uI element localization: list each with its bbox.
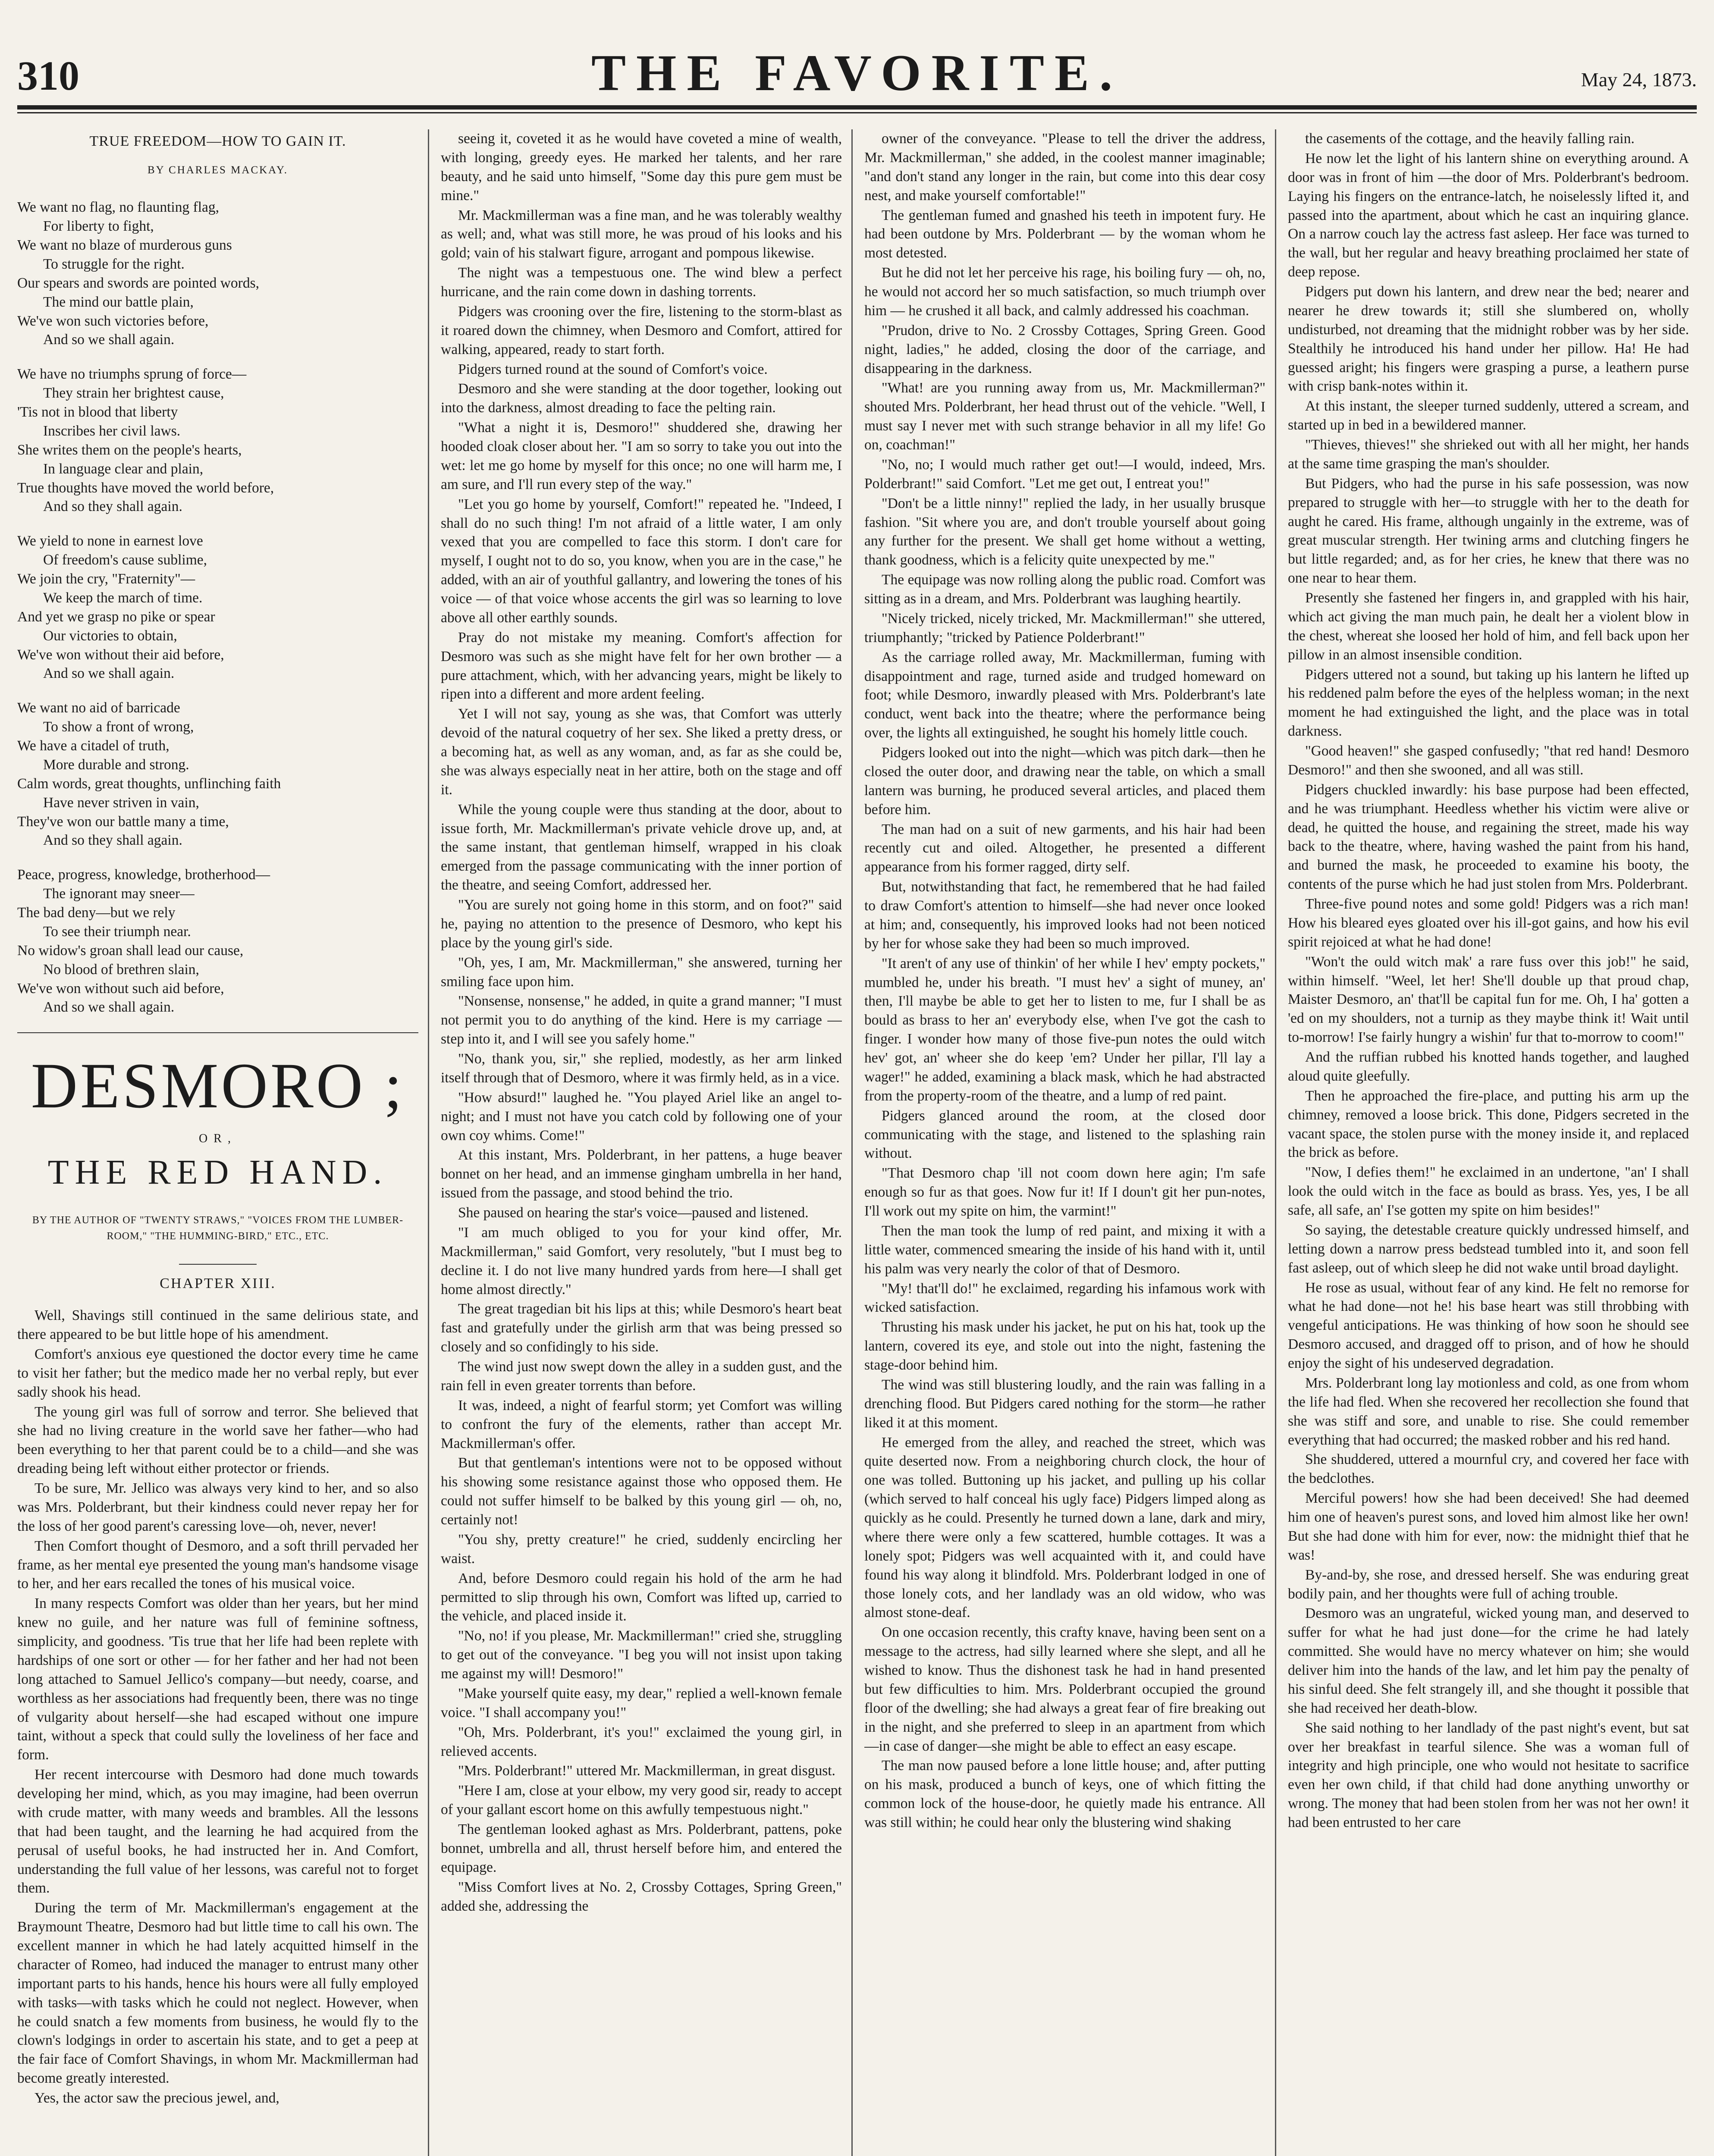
paragraph: Pidgers turned round at the sound of Comfort's voice. <box>458 361 768 377</box>
paragraph: The man now paused before a lone little house; and, after putting on his mask, produced a bunch of keys, one of which fitting the common lock of the house-door, he quietly made his entrance. All was still within; he could hear only the blustering wind shaking <box>864 1758 1265 1830</box>
paragraph: The gentleman looked aghast as Mrs. Polderbrant, pattens, poke bonnet, umbrella and all, thrust herself before him, and entered the equipage. <box>441 1821 842 1875</box>
poem-line: For liberty to fight, <box>43 218 154 235</box>
paragraph: "You shy, pretty creature!" he cried, suddenly encircling her waist. <box>441 1531 842 1567</box>
poem-line: And so they shall again. <box>43 498 182 515</box>
poem-line: To struggle for the right. <box>43 256 185 272</box>
paragraph: "I am much obliged to you for your kind offer, Mr. Mackmillerman," said Gomfort, very resolutely, "but I must beg to decline it. I do not live many hundred yards from here—I shall get home almost directly." <box>441 1224 842 1297</box>
paragraph: By-and-by, she rose, and dressed herself. She was enduring great bodily pain, and her thoughts were full of aching trouble. <box>1288 1567 1689 1602</box>
poem-line: Have never striven in vain, <box>43 794 199 811</box>
paragraph: The man had on a suit of new garments, and his hair had been recently cut and oiled. Altogether, he presented a different appearance from his former ragged, dirty self. <box>864 821 1265 875</box>
paragraph: The night was a tempestuous one. The wind blew a perfect hurricane, and the rain come down in dashing torrents. <box>441 265 842 300</box>
paragraph: "Make yourself quite easy, my dear," replied a well-known female voice. "I shall accompany you!" <box>441 1685 842 1720</box>
paragraph: the casements of the cottage, and the heavily falling rain. <box>1305 131 1635 147</box>
poem-line: We have no triumphs sprung of force— <box>17 366 247 382</box>
header-rule <box>17 105 1697 110</box>
page-number: 310 <box>17 53 79 99</box>
column-divider <box>1275 129 1276 2156</box>
paragraph: The equipage was now rolling along the public road. Comfort was sitting as in a dream, and Mrs. Polderbrant was laughing heartily. <box>864 572 1265 607</box>
paragraph: Comfort's anxious eye questioned the doctor every time he came to visit her father; but the medico made her no verbal reply, but ever sadly shook his head. <box>17 1346 418 1400</box>
paragraph: At this instant, Mrs. Polderbrant, in her pattens, a huge beaver bonnet on her head, and an immense gingham umbrella in her hand, issued from the passage, and stood behind the trio. <box>441 1147 842 1201</box>
paragraph: "Nonsense, nonsense," he added, in quite a grand manner; "I must not permit you to do anything of the kind. Here is my carriage — step into it, and I will see you safely home." <box>441 993 842 1047</box>
paragraph: During the term of Mr. Mackmillerman's engagement at the Braymount Theatre, Desmoro had but little time to call his own. The excellent manner in which he had lately acquitted himself in the character of Romeo, had induced the manager to entrust many other important parts to his hands, hence his hours were all fully employed with tasks—with tasks which he could not neglect. However, when he could snatch a few moments from business, he would fly to the clown's lodgings in order to ascertain his state, and to get a peep at the fair face of Comfort Shavings, in whom Mr. Mackmillerman had become greatly interested. <box>17 1900 418 2087</box>
paragraph: Presently she fastened her fingers in, and grappled with his hair, which act giving the man much pain, he dealt her a violent blow in the chest, whereat she loosed her hold of him, and fell back upon her pillow in an almost insensible condition. <box>1288 590 1689 663</box>
paragraph: Pidgers was crooning over the fire, listening to the storm-blast as it roared down the chimney, when Desmoro and Comfort, attired for walking, appeared, ready to start forth. <box>441 303 842 357</box>
poem-body <box>17 198 418 1017</box>
poem-stanza <box>17 365 418 516</box>
poem-title: TRUE FREEDOM—HOW TO GAIN IT. <box>89 133 346 149</box>
paragraph: "Thieves, thieves!" she shrieked out with all her might, her hands at the same time grasping the man's shoulder. <box>1288 437 1689 472</box>
story-subtitle: THE RED HAND. <box>47 1153 388 1192</box>
poem-line: They strain her brightest cause, <box>43 385 224 401</box>
poem-line: More durable and strong. <box>43 756 189 773</box>
paragraph: Pray do not mistake my meaning. Comfort's affection for Desmoro was such as she might have felt for her own brother — a pure attachment, which, with her advancing years, might be likely to ripen into a different and more ardent feeling. <box>441 629 842 702</box>
paragraph: To be sure, Mr. Jellico was always very kind to her, and so also was Mrs. Polderbrant, but their kindness could never repay her for the loss of her good parent's caressing love—oh, never, never! <box>17 1480 418 1534</box>
paragraph: On one occasion recently, this crafty knave, having been sent on a message to the actress, had silly learned where she slept, and all he wished to know. Thus the dishonest task he had in hand presented but few difficulties to him. Mrs. Polderbrant occupied the ground floor of the dwelling; she had always a great fear of fire breaking out in the night, and she preferred to sleep in an apartment from which —in case of danger—she might be able to effect an easy escape. <box>864 1624 1265 1754</box>
paragraph: "Good heaven!" she gasped confusedly; "that red hand! Desmoro Desmoro!" and then she swooned, and all was still. <box>1288 743 1689 778</box>
poem-line: Calm words, great thoughts, unflinching faith <box>17 775 281 792</box>
paragraph: And, before Desmoro could regain his hold of the arm he had permitted to slip through his own, Comfort was lifted up, carried to the vehicle, and placed inside it. <box>441 1570 842 1624</box>
section-rule-short <box>179 1264 257 1265</box>
paragraph: The wind was still blustering loudly, and the rain was falling in a drenching flood. But Pidgers cared nothing for the storm—he rather liked it at this moment. <box>864 1376 1265 1431</box>
poem-line: To see their triumph near. <box>43 923 191 940</box>
paragraph: owner of the conveyance. "Please to tell the driver the address, Mr. Mackmillerman," she added, in the coolest manner imaginable; "and don't stand any longer in the rain, but come into this dear cosy nest, and make yourself comfortable!" <box>864 131 1265 204</box>
poem-line: Our spears and swords are pointed words, <box>17 275 259 291</box>
paragraph: Pidgers glanced around the room, at the closed door communicating with the stage, and listened to the splashing rain without. <box>864 1107 1265 1162</box>
story-byline: BY THE AUTHOR OF "TWENTY STRAWS," "VOICES FROM THE LUMBER-ROOM," "THE HUMMING-BIRD," ETC., ETC. <box>32 1215 404 1242</box>
paragraph: Pidgers put down his lantern, and drew near the bed; nearer and nearer he drew towards it; still she slumbered on, wholly undisturbed, not dreaming that the midnight robber was by her side. Stealthily he introduced his hand under her pillow. Ha! He had guessed aright; his fingers were grasping a purse, a leathern purse with crisp bank-notes within it. <box>1288 284 1689 395</box>
paragraph: In many respects Comfort was older than her years, but her mind knew no guile, and her nature was full of feminine softness, simplicity, and goodness. 'Tis true that her life had been replete with hardships of one sort or other — for her father and her had not been long attached to Samuel Jellico's company—but needy, coarse, and worthless as her associations had frequently been, there was no tinge of vulgarity about herself—she had escaped without one impure taint, without a speck that could sully the loveliness of her face and form. <box>17 1595 418 1763</box>
paragraph: And the ruffian rubbed his knotted hands together, and laughed aloud quite gleefully. <box>1288 1049 1689 1084</box>
paragraph: "No, no; I would much rather get out!—I would, indeed, Mrs. Polderbrant!" said Comfort. "Let me get out, I entreat you!" <box>864 456 1265 492</box>
paragraph: Mr. Mackmillerman was a fine man, and he was tolerably wealthy as well; and, what was still more, he was proud of his looks and his gold; vain of his stalwart figure, arrogant and pompous likewise. <box>441 207 842 261</box>
paragraph: Her recent intercourse with Desmoro had done much towards developing her mind, which, as you may imagine, had been overrun with crude matter, with many weeds and brambles. All the lessons that had been taught, and the learning he had acquired from the perusal of useful books, he had instructed her in. And Comfort, understanding the full value of her lessons, was careful not to forget them. <box>17 1767 418 1896</box>
poem-line: The mind our battle plain, <box>43 294 194 310</box>
paragraph: But that gentleman's intentions were not to be opposed without his showing some resistance against those who opposed them. He could not suffer himself to be balked by this young girl — oh, no, certainly not! <box>441 1455 842 1528</box>
poem-line: And so we shall again. <box>43 999 175 1015</box>
column-1-text <box>17 1306 418 2108</box>
poem-stanza <box>17 198 418 349</box>
poem-line: We yield to none in earnest love <box>17 533 203 549</box>
column-divider <box>851 129 853 2156</box>
paragraph: She paused on hearing the star's voice—paused and listened. <box>458 1205 809 1221</box>
poem-line: 'Tis not in blood that liberty <box>17 404 178 420</box>
column-2-text <box>441 129 842 1915</box>
paragraph: "Oh, Mrs. Polderbrant, it's you!" exclaimed the young girl, in relieved accents. <box>441 1724 842 1759</box>
paragraph: "Let you go home by yourself, Comfort!" repeated he. "Indeed, I shall do no such thing! I'm not afraid of a little water, I am only vexed that you are compelled to face this storm. I don't care for myself, I ought not to do so, you know, when you are in the case," he added, with an air of youthful gallantry, and lowering the tones of his voice — of that voice whose accents the girl was so learning to love above all other earthly sounds. <box>441 496 842 626</box>
story-or: OR, <box>199 1131 237 1145</box>
paragraph: He emerged from the alley, and reached the street, which was quite deserted now. From a neighboring church clock, the hour of one was tolled. Buttoning up his jacket, and pulling up his collar (which served to half conceal his ugly face) Pidgers limped along as quickly as he could. Presently he turned down a lane, dark and miry, where there were only a few scattered, humble cottages. It was a lonely spot; Pidgers was well acquainted with it, and could have found his way along it blindfold. Mrs. Polderbrant lodged in one of those lonely cots, and her landlady was an old widow, who was almost stone-deaf. <box>864 1434 1265 1621</box>
paragraph: While the young couple were thus standing at the door, about to issue forth, Mr. Mackmillerman's private vehicle drove up, and, at the same instant, that gentleman himself, wrapped in his cloak emerged from the passage communicating with the inner portion of the theatre, and seeing Comfort, addressed her. <box>441 801 842 893</box>
paragraph: As the carriage rolled away, Mr. Mackmillerman, fuming with disappointment and rage, turned aside and trudged homeward on foot; while Desmoro, inwardly pleased with Mrs. Polderbrant's late conduct, went back into the theatre; where the performance being over, the lights all extinguished, he sought his homely little couch. <box>864 649 1265 741</box>
paragraph: seeing it, coveted it as he would have coveted a mine of wealth, with longing, greedy eyes. He marked her talents, and her rare beauty, and he said unto himself, "Some day this pure gem must be mine." <box>441 131 842 204</box>
poem-line: They've won our battle many a time, <box>17 813 229 830</box>
paragraph: "Don't be a little ninny!" replied the lady, in her usually brusque fashion. "Sit where you are, and don't trouble yourself about going any further for the present. We shall get home without a wetting, thank goodness, which is a felicity quite unexpected by me." <box>864 495 1265 568</box>
poem-line: We want no flag, no flaunting flag, <box>17 199 220 216</box>
paragraph: It was, indeed, a night of fearful storm; yet Comfort was willing to confront the fury of the elements, rather than accept Mr. Mackmillerman's offer. <box>441 1397 842 1451</box>
poem-line: We've won such victories before, <box>17 313 209 329</box>
poem-line: We have a citadel of truth, <box>17 738 170 754</box>
paragraph: "What! are you running away from us, Mr. Mackmillerman?" shouted Mrs. Polderbrant, her head thrust out of the vehicle. "Well, I must say I never met with such strange behavior in all my life! Go on, coachman!" <box>864 380 1265 453</box>
poem-stanza <box>17 699 418 850</box>
column-4-text <box>1288 129 1689 1832</box>
poem-line: We've won without such aid before, <box>17 980 224 997</box>
header-rule-thin <box>17 112 1697 113</box>
column-4 <box>1288 129 1689 2156</box>
page-header <box>17 0 1697 110</box>
paragraph: "Now, I defies them!" he exclaimed in an undertone, "an' I shall look the ould witch in the face as bould as brass. Yes, yes, I be all safe, all safe, an' I'se gotten my spite on him besides!" <box>1288 1164 1689 1218</box>
poem-line: The bad deny—but we rely <box>17 905 176 921</box>
masthead-title: THE FAVORITE. <box>591 44 1123 101</box>
paragraph: Then the man took the lump of red paint, and mixing it with a little water, commenced smearing the inside of his hand with it, until his palm was very nearly the color of that of Desmoro. <box>864 1222 1265 1277</box>
poem-stanza <box>17 865 418 1017</box>
paragraph: "Won't the ould witch mak' a rare fuss over this job!" he said, within himself. "Weel, let her! She'll double up that proud chap, Maister Desmoro, an' that'll be capital fun for me. Oh, I ha' gotten a 'ed on my shoulders, not a turnip as they maybe think it! Wait until to-morrow! I'se fairly hungry a wishin' fur that to-morrow to coom!" <box>1288 953 1689 1046</box>
poem-line: We join the cry, "Fraternity"— <box>17 571 195 587</box>
paragraph: Desmoro and she were standing at the door together, looking out into the darkness, almost dreading to face the pelting rain. <box>441 381 842 416</box>
chapter-heading: CHAPTER XIII. <box>160 1275 276 1291</box>
paragraph: "Miss Comfort lives at No. 2, Crossby Cottages, Spring Green," added she, addressing the <box>441 1879 842 1914</box>
column-3-text <box>864 129 1265 1832</box>
poem-line: The ignorant may sneer— <box>43 886 195 902</box>
paragraph: At this instant, the sleeper turned suddenly, uttered a scream, and started up in bed in a bewildered manner. <box>1288 398 1689 433</box>
paragraph: She said nothing to her landlady of the past night's event, but sat over her breakfast in tearful silence. She was a woman full of integrity and high principle, one who would not hesitate to sacrifice even her own child, if that child had done anything unworthy or wrong. The money that had been stolen from her was not her own! it had been entrusted to her care <box>1288 1720 1689 1830</box>
paragraph: "How absurd!" laughed he. "You played Ariel like an angel to-night; and I must not have you catch cold by following one of your own coy whims. Come!" <box>441 1089 842 1144</box>
paragraph: She shuddered, uttered a mournful cry, and covered her face with the bedclothes. <box>1288 1451 1689 1487</box>
paragraph: Pidgers looked out into the night—which was pitch dark—then he closed the outer door, and drawing near the table, on which a small lantern was burning, he produced several articles, and placed them before him. <box>864 745 1265 818</box>
paragraph: He rose as usual, without fear of any kind. He felt no remorse for what he had done—not he! his base heart was still throbbing with vengeful anticipations. He was thinking of how soon he should see Desmoro accused, and dragged off to prison, and of how he should enjoy the sight of his undeserved degradation. <box>1288 1279 1689 1371</box>
paragraph: "It aren't of any use of thinkin' of her while I hev' empty pockets," mumbled he, under his breath. "I must hev' a sight of muney, an' then, I'll maybe be able to get her to listen to me, fur I shall be as bould as brass to her an' everybody else, when I've got the cash to finger. I wonder how many of those five-pun notes the ould witch hev' got, an' wheer she do keep 'em? Under her pillar, I'll lay a wager!" he added, examining a black mask, which he had abstracted from the property-room of the theatre, and a lump of red paint. <box>864 955 1265 1104</box>
paragraph: "Prudon, drive to No. 2 Crossby Cottages, Spring Green. Good night, ladies," he added, closing the door of the carriage, and disappearing in the darkness. <box>864 322 1265 376</box>
poem-line: Peace, progress, knowledge, brotherhood— <box>17 867 270 883</box>
poem-line: And yet we grasp no pike or spear <box>17 608 215 625</box>
issue-date: May 24, 1873. <box>1581 69 1697 91</box>
section-rule <box>17 1032 418 1033</box>
paragraph: But he did not let her perceive his rage, his boiling fury — oh, no, he would not accord her so much satisfaction, so much triumph over him — he crushed it all back, and calmly addressed his coachman. <box>864 265 1265 319</box>
poem-line: We want no blaze of murderous guns <box>17 237 232 254</box>
poem-line: Inscribes her civil laws. <box>43 423 181 439</box>
paragraph: Pidgers chuckled inwardly: his base purpose had been effected, and he was triumphant. Heedless whether his victim were alive or dead, he quitted the house, and regaining the street, made his way back to the theatre, where, having washed the paint from his hand, and burned the mask, he proceeded to examine his booty, the contents of the purse which he had just stolen from Mrs. Polderbrant. <box>1288 781 1689 893</box>
poem-line: And so we shall again. <box>43 332 175 348</box>
paragraph: He now let the light of his lantern shine on everything around. A door was in front of him —the door of Mrs. Polderbrant's bedroom. Laying his fingers on the entrance-latch, he noiselessly lifted it, and passed into the apartment, about which he cast an inquiring glance. On a narrow couch lay the actress fast asleep. Her face was turned to the wall, but her regular and heavy breathing proclaimed her state of deep repose. <box>1288 150 1689 280</box>
column-divider <box>428 129 429 2156</box>
poem-author: BY CHARLES MACKAY. <box>147 164 289 176</box>
paragraph: Three-five pound notes and some gold! Pidgers was a rich man! How his bleared eyes gloated over his ill-got gains, and how his evil spirit rejoiced at what he had done! <box>1288 896 1689 950</box>
paragraph: The gentleman fumed and gnashed his teeth in impotent fury. He had been outdone by Mrs. Polderbrant — by the woman whom he most detested. <box>864 207 1265 261</box>
paragraph: "That Desmoro chap 'ill not coom down here agin; I'm safe enough so fur as that goes. Now fur it! If I doun't git her pun-notes, I'll work out my spite on him, the varmint!" <box>864 1165 1265 1219</box>
poem-line: She writes them on the people's hearts, <box>17 442 242 458</box>
paragraph: "You are surely not going home in this storm, and on foot?" said he, paying no attention to the presence of Desmoro, who kept his place by the young girl's side. <box>441 897 842 951</box>
poem-line: No widow's groan shall lead our cause, <box>17 942 244 959</box>
column-3 <box>864 129 1265 2156</box>
paragraph: Thrusting his mask under his jacket, he put on his hat, took up the lantern, covered its eye, and stole out into the night, fastening the stage-door behind him. <box>864 1319 1265 1373</box>
story-title: DESMORO ; <box>31 1050 405 1122</box>
paragraph: But Pidgers, who had the purse in his safe possession, was now prepared to struggle with her—to struggle with her to the death for aught he cared. His frame, although ungainly in the extreme, was of great muscular strength. Her twining arms and clutching fingers he but little regarded; and, as for her cries, he knew that there was no one near to hear them. <box>1288 475 1689 586</box>
paragraph: So saying, the detestable creature quickly undressed himself, and letting down a narrow press bedstead tumbled into it, and soon fell fast asleep, out of which sleep he did not wake until broad daylight. <box>1288 1222 1689 1276</box>
paragraph: Mrs. Polderbrant long lay motionless and cold, as one from whom the life had fled. When she recovered her recollection she found that she was stiff and sore, and unable to rise. She could remember everything that had occurred; the masked robber and his red hand. <box>1288 1375 1689 1448</box>
poem-stanza <box>17 532 418 683</box>
poem-line: We want no aid of barricade <box>17 700 180 716</box>
paragraph: The young girl was full of sorrow and terror. She believed that she had no living creature in the world save her father—who had been everything to her that parent could be to a child—and she was dreading being left without either protector or friends. <box>17 1404 418 1477</box>
paragraph: Yet I will not say, young as she was, that Comfort was utterly devoid of the natural coquetry of her sex. She liked a pretty dress, or a becoming hat, as well as any woman, and, as far as she could be, she was always especially neat in her attire, both on the stage and off it. <box>441 706 842 798</box>
paragraph: Pidgers uttered not a sound, but taking up his lantern he lifted up his reddened palm before the eyes of the helpless woman; in the next moment he had extinguished the light, and the place was in total darkness. <box>1288 666 1689 740</box>
poem-line: We've won without their aid before, <box>17 646 224 663</box>
poem-line: True thoughts have moved the world before, <box>17 479 274 496</box>
poem-line: Our victories to obtain, <box>43 627 177 644</box>
poem-line: In language clear and plain, <box>43 461 204 477</box>
poem-line: And so they shall again. <box>43 832 182 849</box>
paragraph: Well, Shavings still continued in the same delirious state, and there appeared to be but little hope of his amendment. <box>17 1307 418 1343</box>
paragraph: "Oh, yes, I am, Mr. Mackmillerman," she answered, turning her smiling face upon him. <box>441 954 842 990</box>
paragraph: Then Comfort thought of Desmoro, and a soft thrill pervaded her frame, as her mental eye presented the young man's handsome visage to her, and her ears recalled the tones of his musical voice. <box>17 1538 418 1592</box>
paragraph: The great tragedian bit his lips at this; while Desmoro's heart beat fast and gratefully under the girlish arm that was being pressed so closely and so confidingly to his side. <box>441 1301 842 1355</box>
paragraph: "No, no! if you please, Mr. Mackmillerman!" cried she, struggling to get out of the conveyance. "I beg you will not insist upon taking me against my will! Desmoro!" <box>441 1628 842 1682</box>
paragraph: The wind just now swept down the alley in a sudden gust, and the rain fell in even greater torrents than before. <box>441 1359 842 1394</box>
paragraph: "Nicely tricked, nicely tricked, Mr. Mackmillerman!" she uttered, triumphantly; "tricked by Patience Polderbrant!" <box>864 610 1265 646</box>
poem-line: We keep the march of time. <box>43 589 203 606</box>
paragraph: "My! that'll do!" he exclaimed, regarding his infamous work with wicked satisfaction. <box>864 1280 1265 1316</box>
paragraph: Desmoro was an ungrateful, wicked young man, and deserved to suffer for what he had just done—for the crime he had lately committed. She would have no mercy whatever on him; she would deliver him into the hands of the law, and let him pay the penalty of his sinful deed. She felt strangely ill, and she thought it possible that she had received her death-blow. <box>1288 1605 1689 1716</box>
poem-line: No blood of brethren slain, <box>43 961 199 978</box>
paragraph: "Here I am, close at your elbow, my very good sir, ready to accept of your gallant escort home on this awfully tempestuous night." <box>441 1783 842 1818</box>
poem-line: Of freedom's cause sublime, <box>43 552 207 568</box>
paragraph: "No, thank you, sir," she replied, modestly, as her arm linked itself through that of Desmoro, where it was firmly held, as in a vice. <box>441 1051 842 1086</box>
column-2 <box>441 129 842 2156</box>
paragraph: Then he approached the fire-place, and putting his arm up the chimney, removed a loose brick. This done, Pidgers secreted in the vacant space, the stolen purse with the money inside it, and replaced the brick as before. <box>1288 1087 1689 1161</box>
poem-line: And so we shall again. <box>43 665 175 682</box>
paragraph: Merciful powers! how she had been deceived! She had deemed him one of heaven's purest sons, and loved him almost like her own! But she had done with him for ever, now: the midnight thief that he was! <box>1288 1490 1689 1563</box>
paragraph: "What a night it is, Desmoro!" shuddered she, drawing her hooded cloak closer about her. "I am so sorry to take you out into the wet: let me go home by myself for this once; no one will harm me, I am sure, and I'll run every step of the way." <box>441 420 842 492</box>
paragraph: But, notwithstanding that fact, he remembered that he had failed to draw Comfort's attention to himself—she had never once looked at him; and, consequently, his improved looks had not been noticed by her for whose sake they had been so much improved. <box>864 879 1265 952</box>
column-1 <box>17 129 418 2156</box>
poem-line: To show a front of wrong, <box>43 719 194 735</box>
paragraph: Yes, the actor saw the precious jewel, and, <box>35 2090 279 2106</box>
paragraph: "Mrs. Polderbrant!" uttered Mr. Mackmillerman, in great disgust. <box>458 1763 835 1779</box>
